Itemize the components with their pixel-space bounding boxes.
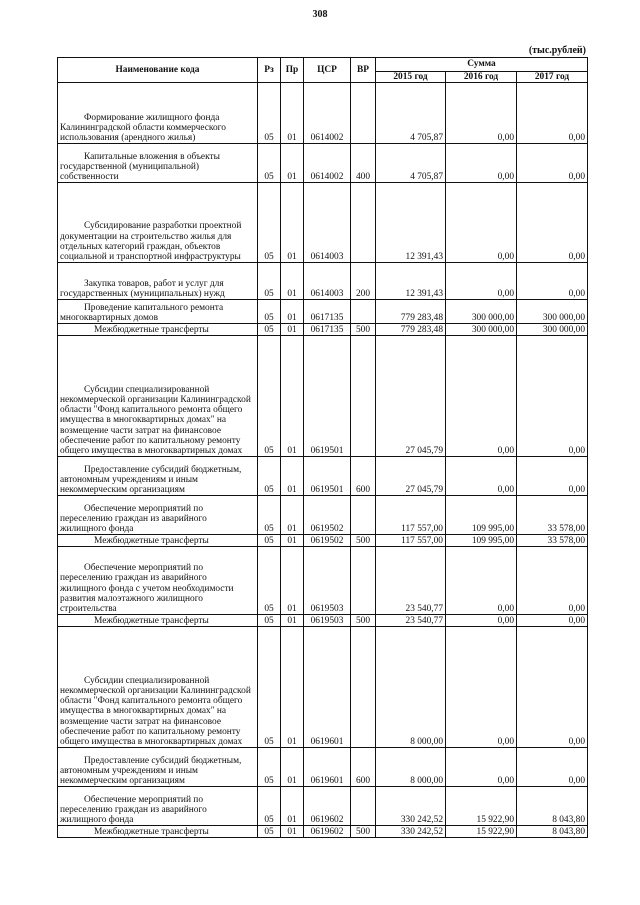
row-rz: 05 bbox=[258, 787, 281, 826]
row-pr: 01 bbox=[281, 627, 304, 748]
row-2016: 15 922,90 bbox=[446, 826, 517, 838]
table-row bbox=[58, 496, 588, 535]
units-label: (тыс.рублей) bbox=[528, 45, 586, 56]
row-rz: 05 bbox=[258, 144, 281, 183]
row-pr: 01 bbox=[281, 787, 304, 826]
header-pr: Пр bbox=[281, 58, 304, 83]
row-rz: 05 bbox=[258, 300, 281, 324]
row-rz: 05 bbox=[258, 615, 281, 627]
row-2016: 300 000,00 bbox=[446, 300, 517, 324]
row-csr: 0619501 bbox=[304, 336, 351, 457]
row-2015: 27 045,79 bbox=[376, 457, 446, 496]
table-row bbox=[58, 627, 588, 748]
table-row bbox=[58, 336, 588, 457]
row-2015: 117 557,00 bbox=[376, 535, 446, 547]
table-row bbox=[58, 535, 588, 547]
header-sum: Сумма bbox=[376, 58, 588, 72]
row-2015: 23 540,77 bbox=[376, 547, 446, 615]
row-2015: 779 283,48 bbox=[376, 300, 446, 324]
row-2015: 27 045,79 bbox=[376, 336, 446, 457]
table-row bbox=[58, 300, 588, 324]
row-2016: 15 922,90 bbox=[446, 787, 517, 826]
row-2016: 0,00 bbox=[446, 457, 517, 496]
table-row bbox=[58, 263, 588, 300]
row-name: Предоставление субсидий бюджетным, автономным учреждениям и иным некоммерческим организациям bbox=[58, 748, 258, 787]
row-vr bbox=[351, 183, 376, 263]
row-csr: 0619502 bbox=[304, 496, 351, 535]
header-row-top bbox=[58, 58, 588, 72]
row-rz: 05 bbox=[258, 496, 281, 535]
row-vr bbox=[351, 547, 376, 615]
row-2017: 300 000,00 bbox=[517, 300, 588, 324]
row-pr: 01 bbox=[281, 547, 304, 615]
row-csr: 0614002 bbox=[304, 144, 351, 183]
row-2017: 33 578,00 bbox=[517, 496, 588, 535]
row-rz: 05 bbox=[258, 547, 281, 615]
row-vr bbox=[351, 496, 376, 535]
row-2016: 0,00 bbox=[446, 627, 517, 748]
header-2015: 2015 год bbox=[376, 72, 446, 83]
row-vr: 500 bbox=[351, 615, 376, 627]
row-2017: 0,00 bbox=[517, 83, 588, 144]
row-pr: 01 bbox=[281, 535, 304, 547]
row-2015: 330 242,52 bbox=[376, 826, 446, 838]
row-2017: 8 043,80 bbox=[517, 826, 588, 838]
row-name: Проведение капитального ремонта многоквартирных домов bbox=[58, 300, 258, 324]
row-rz: 05 bbox=[258, 627, 281, 748]
row-vr: 500 bbox=[351, 826, 376, 838]
row-name: Субсидирование разработки проектной документации на строительство жилья для отдельных категорий граждан, объектов социальной и транспортной инфраструктуры bbox=[58, 183, 258, 263]
row-csr: 0619601 bbox=[304, 627, 351, 748]
row-csr: 0617135 bbox=[304, 324, 351, 336]
row-2017: 0,00 bbox=[517, 615, 588, 627]
row-pr: 01 bbox=[281, 83, 304, 144]
table-row bbox=[58, 748, 588, 787]
row-pr: 01 bbox=[281, 457, 304, 496]
row-2017: 300 000,00 bbox=[517, 324, 588, 336]
row-csr: 0619602 bbox=[304, 787, 351, 826]
header-csr: ЦСР bbox=[304, 58, 351, 83]
row-name: Обеспечение мероприятий по переселению граждан из аварийного жилищного фонда bbox=[58, 787, 258, 826]
row-pr: 01 bbox=[281, 263, 304, 300]
row-2015: 4 705,87 bbox=[376, 144, 446, 183]
row-vr: 500 bbox=[351, 324, 376, 336]
row-rz: 05 bbox=[258, 457, 281, 496]
row-2016: 0,00 bbox=[446, 83, 517, 144]
row-vr: 400 bbox=[351, 144, 376, 183]
row-2015: 12 391,43 bbox=[376, 183, 446, 263]
header-2017: 2017 год bbox=[517, 72, 588, 83]
row-csr: 0619503 bbox=[304, 615, 351, 627]
row-2016: 109 995,00 bbox=[446, 535, 517, 547]
row-csr: 0619503 bbox=[304, 547, 351, 615]
row-pr: 01 bbox=[281, 183, 304, 263]
table-row bbox=[58, 83, 588, 144]
row-name: Межбюджетные трансферты bbox=[58, 324, 258, 336]
row-vr bbox=[351, 787, 376, 826]
row-2015: 779 283,48 bbox=[376, 324, 446, 336]
row-vr: 600 bbox=[351, 457, 376, 496]
row-2015: 23 540,77 bbox=[376, 615, 446, 627]
row-2017: 0,00 bbox=[517, 748, 588, 787]
row-pr: 01 bbox=[281, 144, 304, 183]
row-vr: 200 bbox=[351, 263, 376, 300]
row-2015: 117 557,00 bbox=[376, 496, 446, 535]
row-pr: 01 bbox=[281, 748, 304, 787]
row-csr: 0614002 bbox=[304, 83, 351, 144]
row-name: Субсидии специализированной некоммерческой организации Калининградской области "Фонд капитального ремонта общего имущества в многоквартирных домах" на возмещение части затрат на финансовое обеспечение работ по капитальному ремонту общего имущества в многоквартирных домах bbox=[58, 627, 258, 748]
header-name: Наименование кода bbox=[58, 58, 258, 83]
row-2016: 0,00 bbox=[446, 547, 517, 615]
header-rz: Рз bbox=[258, 58, 281, 83]
row-pr: 01 bbox=[281, 615, 304, 627]
table-row bbox=[58, 826, 588, 838]
row-vr bbox=[351, 83, 376, 144]
row-name: Обеспечение мероприятий по переселению граждан из аварийного жилищного фонда bbox=[58, 496, 258, 535]
row-name: Межбюджетные трансферты bbox=[58, 535, 258, 547]
table-row bbox=[58, 324, 588, 336]
row-2015: 8 000,00 bbox=[376, 748, 446, 787]
header-2016: 2016 год bbox=[446, 72, 517, 83]
row-2017: 0,00 bbox=[517, 144, 588, 183]
row-name: Обеспечение мероприятий по переселению граждан из аварийного жилищного фонда с учетом необходимости развития малоэтажного жилищного строительства bbox=[58, 547, 258, 615]
row-name: Закупка товаров, работ и услуг для государственных (муниципальных) нужд bbox=[58, 263, 258, 300]
row-pr: 01 bbox=[281, 826, 304, 838]
row-2016: 0,00 bbox=[446, 615, 517, 627]
budget-table bbox=[57, 57, 588, 838]
row-name: Капитальные вложения в объекты государственной (муниципальной) собственности bbox=[58, 144, 258, 183]
row-2016: 0,00 bbox=[446, 263, 517, 300]
row-2017: 0,00 bbox=[517, 457, 588, 496]
row-csr: 0619502 bbox=[304, 535, 351, 547]
row-2015: 8 000,00 bbox=[376, 627, 446, 748]
row-2015: 12 391,43 bbox=[376, 263, 446, 300]
row-rz: 05 bbox=[258, 535, 281, 547]
row-name: Межбюджетные трансферты bbox=[58, 615, 258, 627]
table-row bbox=[58, 615, 588, 627]
row-name: Субсидии специализированной некоммерческой организации Калининградской области "Фонд капитального ремонта общего имущества в многоквартирных домах" на возмещение части затрат на финансовое обеспечение работ по капитальному ремонту общего имущества в многоквартирных домах bbox=[58, 336, 258, 457]
table-row bbox=[58, 787, 588, 826]
row-2017: 0,00 bbox=[517, 336, 588, 457]
row-2016: 0,00 bbox=[446, 144, 517, 183]
table-row bbox=[58, 457, 588, 496]
row-2015: 4 705,87 bbox=[376, 83, 446, 144]
row-2017: 33 578,00 bbox=[517, 535, 588, 547]
row-rz: 05 bbox=[258, 826, 281, 838]
row-rz: 05 bbox=[258, 336, 281, 457]
row-2017: 0,00 bbox=[517, 263, 588, 300]
table-row bbox=[58, 547, 588, 615]
row-csr: 0619602 bbox=[304, 826, 351, 838]
row-name: Формирование жилищного фонда Калининградской области коммерческого использования (арендного жилья) bbox=[58, 83, 258, 144]
row-name: Межбюджетные трансферты bbox=[58, 826, 258, 838]
row-2016: 109 995,00 bbox=[446, 496, 517, 535]
row-2016: 0,00 bbox=[446, 336, 517, 457]
row-2017: 8 043,80 bbox=[517, 787, 588, 826]
row-2017: 0,00 bbox=[517, 627, 588, 748]
header-vr: ВР bbox=[351, 58, 376, 83]
row-pr: 01 bbox=[281, 496, 304, 535]
row-2016: 300 000,00 bbox=[446, 324, 517, 336]
row-csr: 0614003 bbox=[304, 263, 351, 300]
row-rz: 05 bbox=[258, 183, 281, 263]
row-csr: 0614003 bbox=[304, 183, 351, 263]
row-csr: 0619501 bbox=[304, 457, 351, 496]
row-2017: 0,00 bbox=[517, 183, 588, 263]
row-vr: 600 bbox=[351, 748, 376, 787]
row-rz: 05 bbox=[258, 748, 281, 787]
row-vr bbox=[351, 336, 376, 457]
row-pr: 01 bbox=[281, 300, 304, 324]
row-2015: 330 242,52 bbox=[376, 787, 446, 826]
row-2016: 0,00 bbox=[446, 748, 517, 787]
row-vr bbox=[351, 300, 376, 324]
row-vr bbox=[351, 627, 376, 748]
page-number: 308 bbox=[312, 9, 328, 20]
table-row bbox=[58, 144, 588, 183]
row-2017: 0,00 bbox=[517, 547, 588, 615]
row-csr: 0617135 bbox=[304, 300, 351, 324]
row-rz: 05 bbox=[258, 263, 281, 300]
table-row bbox=[58, 183, 588, 263]
row-vr: 500 bbox=[351, 535, 376, 547]
row-name: Предоставление субсидий бюджетным, автономным учреждениям и иным некоммерческим организациям bbox=[58, 457, 258, 496]
row-pr: 01 bbox=[281, 324, 304, 336]
row-pr: 01 bbox=[281, 336, 304, 457]
row-2016: 0,00 bbox=[446, 183, 517, 263]
row-rz: 05 bbox=[258, 83, 281, 144]
row-csr: 0619601 bbox=[304, 748, 351, 787]
row-rz: 05 bbox=[258, 324, 281, 336]
